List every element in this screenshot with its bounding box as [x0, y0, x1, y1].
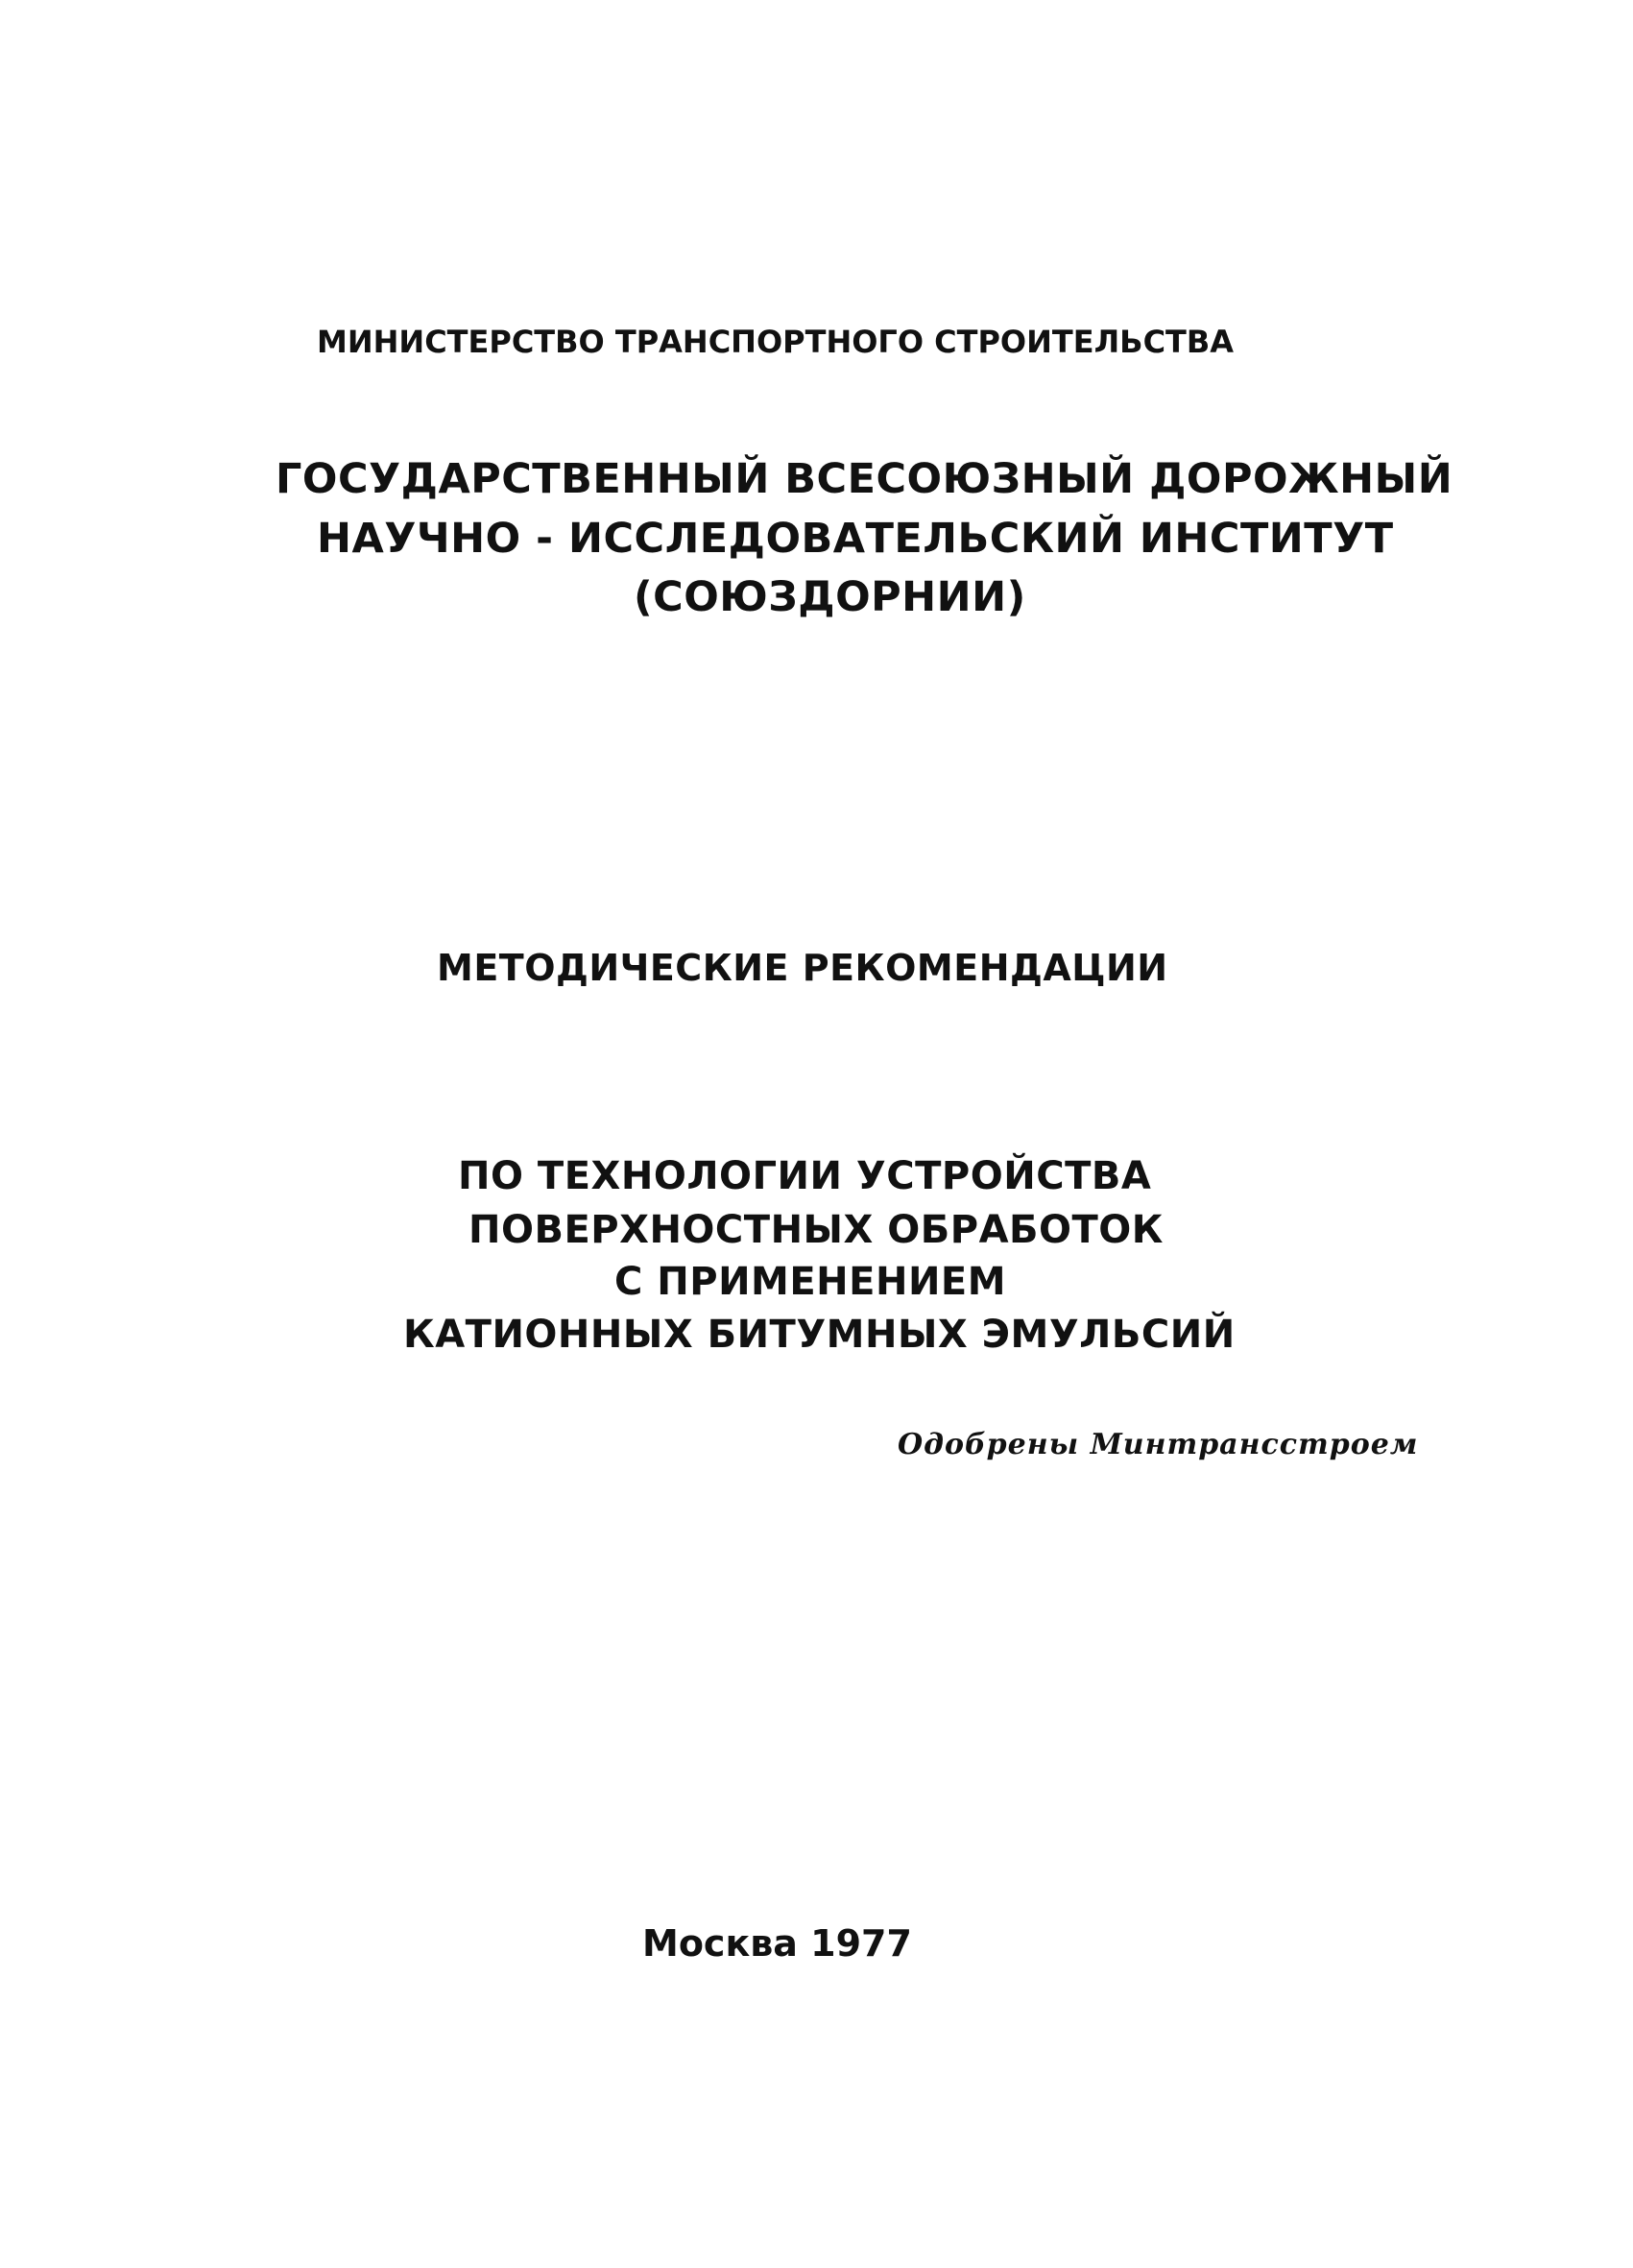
approval-note: Одобрены Минтрансстроем	[898, 1428, 1419, 1461]
subject-line-1: ПО ТЕХНОЛОГИИ УСТРОЙСТВА	[458, 1154, 1152, 1198]
institute-abbreviation: (СОЮЗДОРНИИ)	[634, 573, 1026, 621]
institute-name-line-1: ГОСУДАРСТВЕННЫЙ ВСЕСОЮЗНЫЙ ДОРОЖНЫЙ	[276, 455, 1453, 503]
subject-line-3: С ПРИМЕНЕНИЕМ	[614, 1260, 1007, 1304]
ministry-name: МИНИСТЕРСТВО ТРАНСПОРТНОГО СТРОИТЕЛЬСТВА	[317, 324, 1235, 360]
document-title: МЕТОДИЧЕСКИЕ РЕКОМЕНДАЦИИ	[437, 947, 1168, 989]
subject-line-4: КАТИОННЫХ БИТУМНЫХ ЭМУЛЬСИЙ	[403, 1313, 1236, 1357]
subject-line-2: ПОВЕРХНОСТНЫХ ОБРАБОТОК	[468, 1208, 1164, 1252]
institute-name-line-2: НАУЧНО - ИССЛЕДОВАТЕЛЬСКИЙ ИНСТИТУТ	[317, 515, 1394, 563]
city-and-year: Москва 1977	[642, 1922, 912, 1965]
